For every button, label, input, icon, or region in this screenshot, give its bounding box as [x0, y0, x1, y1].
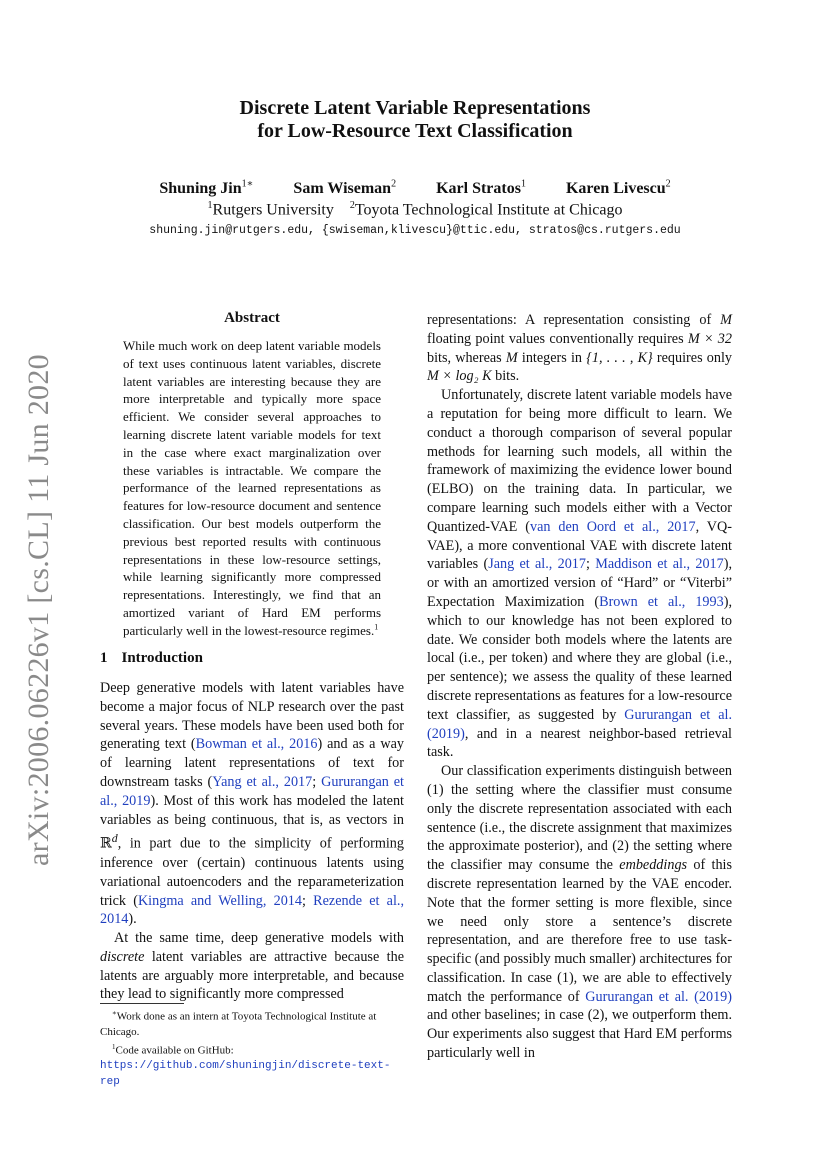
text-span: ; — [586, 556, 596, 573]
section-title: Introduction — [121, 650, 203, 666]
footnote-text: Code available on GitHub: — [115, 1044, 234, 1057]
text-span: ). — [128, 911, 137, 928]
text-span: , VQ-VAE), a more conventional VAE with discrete latent variables ( — [427, 518, 732, 573]
text-span: At the same time, deep generative models with — [114, 930, 404, 947]
author-emails: shuning.jin@rutgers.edu, {swiseman,klivescu}@ttic.edu, stratos@cs.rutgers.edu — [149, 224, 681, 237]
left-column — [100, 679, 404, 1004]
emphasis: discrete — [100, 948, 145, 965]
citation-link[interactable]: van den Oord et al., 2017 — [529, 518, 696, 535]
paragraph — [100, 679, 404, 929]
section-heading — [100, 650, 203, 667]
text-span: ). Most of this work has modeled the latent variables as being continuous, that is, as vectors in — [100, 792, 404, 828]
text-span: representations: A representation consisting of — [427, 312, 721, 328]
footnote — [100, 1006, 406, 1040]
math-expression: {1, . . . , K} — [586, 349, 653, 366]
math-symbol: ℝ — [100, 836, 112, 853]
section-number: 1 — [100, 650, 108, 666]
arxiv-stamp — [22, 354, 56, 866]
text-span: Unfortunately, discrete latent variable models have a reputation for being more difficult to learn. We conduct a thorough comparison of several popular methods for learning such models, all within the framework of maximizing the evidence lower bound (ELBO) on the training data. In particular, we compare learning such models either with a Vector Quantized-VAE ( — [427, 387, 732, 535]
arxiv-identifier: arXiv:2006.06226v1 [cs.CL] 11 Jun 2020 — [22, 354, 55, 866]
text-span: of this discrete representation learned by the VAE encoder. Note that the former setting is more flexible, since we need only store a sentence’s discrete representation, and are therefore free to use task-specific (and possibly much smaller) architectures for classification. In case (1), we are able to effectively match the performance of — [427, 857, 732, 1005]
abstract-heading: Abstract — [224, 310, 280, 326]
author-name: Karl Stratos — [436, 180, 521, 198]
citation-link[interactable]: Gururangan et al. (2019) — [427, 706, 732, 742]
text-span: Deep generative models with latent variables have become a major focus of NLP research over the past several years. These models have been used both for generating text ( — [100, 680, 404, 753]
citation-link[interactable]: Maddison et al., 2017 — [595, 556, 724, 573]
author-name: Sam Wiseman — [293, 180, 392, 198]
math-expression: M — [505, 349, 518, 366]
affiliation-list — [100, 200, 730, 219]
paper-title — [100, 97, 730, 143]
footnote-mark: 1 — [112, 1042, 116, 1051]
citation-link[interactable]: Brown et al., 1993 — [599, 593, 724, 610]
right-column — [427, 311, 732, 1063]
citation-link[interactable]: Rezende et al., 2014 — [100, 892, 404, 928]
title-line-1: Discrete Latent Variable Representations — [239, 97, 591, 119]
paragraph — [100, 929, 404, 1004]
abstract-text: While much work on deep latent variable models of text uses continuous latent variables, discrete latent variables are interesting because they are more interpretable and typically more space efficient. We consider several approaches to learning discrete latent variable models for text in the case where exact marginalization over these variables is intractable. We compare the performance of the learned representations as features for low-resource document and sentence classification. Our best models outperform the previous best reported results with continuous representations in these low-resource settings, while learning significantly more compressed representations. Interestingly, we find that an amortized variant of Hard EM performs particularly well in the lowest-resource regimes. — [123, 338, 381, 638]
text-span: ) and as a way of learning latent representations of text for downstream tasks ( — [100, 736, 405, 790]
citation-link[interactable]: Kingma and Welling, 2014 — [137, 892, 302, 909]
citation-link[interactable]: Bowman et al., 2016 — [195, 736, 318, 753]
github-url-link[interactable]: https://github.com/shuningjin/discrete-text-rep — [100, 1060, 391, 1089]
affiliation-name: Toyota Technological Institute at Chicago — [354, 201, 623, 219]
author — [436, 180, 526, 197]
citation-link[interactable]: Gururangan et al., 2019 — [100, 773, 404, 809]
text-span: ), which to our knowledge has not been explored to date. We consider both models where the latents are local (i.e., per token) and where they are global (i.e., per sentence); we assess the quality of these learned discrete representations as features for a low-resource text classifier, as suggested by — [427, 593, 732, 723]
author-mark: 2 — [665, 179, 671, 190]
citation-link[interactable]: Gururangan et al. (2019) — [585, 988, 732, 1005]
paragraph — [427, 386, 732, 762]
text-span: floating point values conventionally requires — [427, 330, 688, 347]
author-mark: 1∗ — [241, 179, 254, 190]
author-mark: 1 — [520, 179, 526, 190]
emphasis: embeddings — [619, 857, 688, 874]
affiliation-name: Rutgers University — [212, 201, 334, 219]
text-span: ), or with an amortized version of “Hard” or “Viterbi” Expectation Maximization ( — [427, 556, 733, 610]
footnote-text: Work done as an intern at Toyota Technological Institute at Chicago. — [100, 1010, 377, 1038]
math-superscript: d — [111, 831, 118, 846]
paragraph — [427, 762, 732, 1063]
text-span: ; — [312, 773, 322, 790]
footnotes — [100, 1006, 406, 1090]
math-expression: M × log₂ K — [427, 368, 492, 385]
text-span: integers in — [517, 349, 587, 366]
title-line-2: for Low-Resource Text Classification — [257, 120, 573, 142]
footnote-mark: ∗ — [112, 1009, 117, 1017]
paragraph — [427, 311, 732, 386]
text-span: bits. — [491, 368, 520, 385]
text-span: Our classification experiments distinguish between (1) the setting where the classifier must consume only the discrete representation associated with each sentence (i.e., the discrete assignment that maximizes the approximate posterior), and (2) the setting where the classifier may consume the — [427, 763, 732, 874]
text-span: latent variables are attractive because the latents are arguably more interpretable, and because they lead to significantly more compressed — [100, 948, 404, 1003]
author-name: Karen Livescu — [565, 180, 666, 198]
math-expression: M × 32 — [687, 330, 732, 347]
text-span: ; — [302, 892, 314, 909]
author-mark: 2 — [391, 179, 397, 190]
abstract-body — [123, 337, 381, 640]
affiliation-mark: 1 — [207, 200, 213, 211]
text-span: and other baselines; in case (2), we outperform them. Our experiments also suggest that Hard EM performs particularly well in — [427, 1007, 732, 1062]
citation-link[interactable]: Jang et al., 2017 — [488, 556, 586, 573]
text-span: , in part due to the simplicity of performing inference over (certain) continuous latents using variational autoencoders and the reparameterization trick ( — [100, 836, 404, 909]
footnote — [100, 1040, 406, 1091]
footnote-ref[interactable]: 1 — [374, 622, 379, 632]
author — [293, 180, 396, 197]
author-name: Shuning Jin — [159, 180, 242, 198]
author — [566, 180, 671, 197]
affiliation-mark: 2 — [349, 200, 355, 211]
citation-link[interactable]: Yang et al., 2017 — [212, 773, 313, 790]
footnote-divider — [100, 1003, 184, 1004]
author-list — [100, 179, 730, 198]
text-span: bits, whereas — [427, 349, 506, 366]
text-span: requires only — [652, 349, 733, 366]
text-span: , and in a nearest neighbor-based retrieval task. — [427, 725, 732, 761]
author — [159, 180, 253, 197]
math-expression: M — [720, 312, 732, 328]
